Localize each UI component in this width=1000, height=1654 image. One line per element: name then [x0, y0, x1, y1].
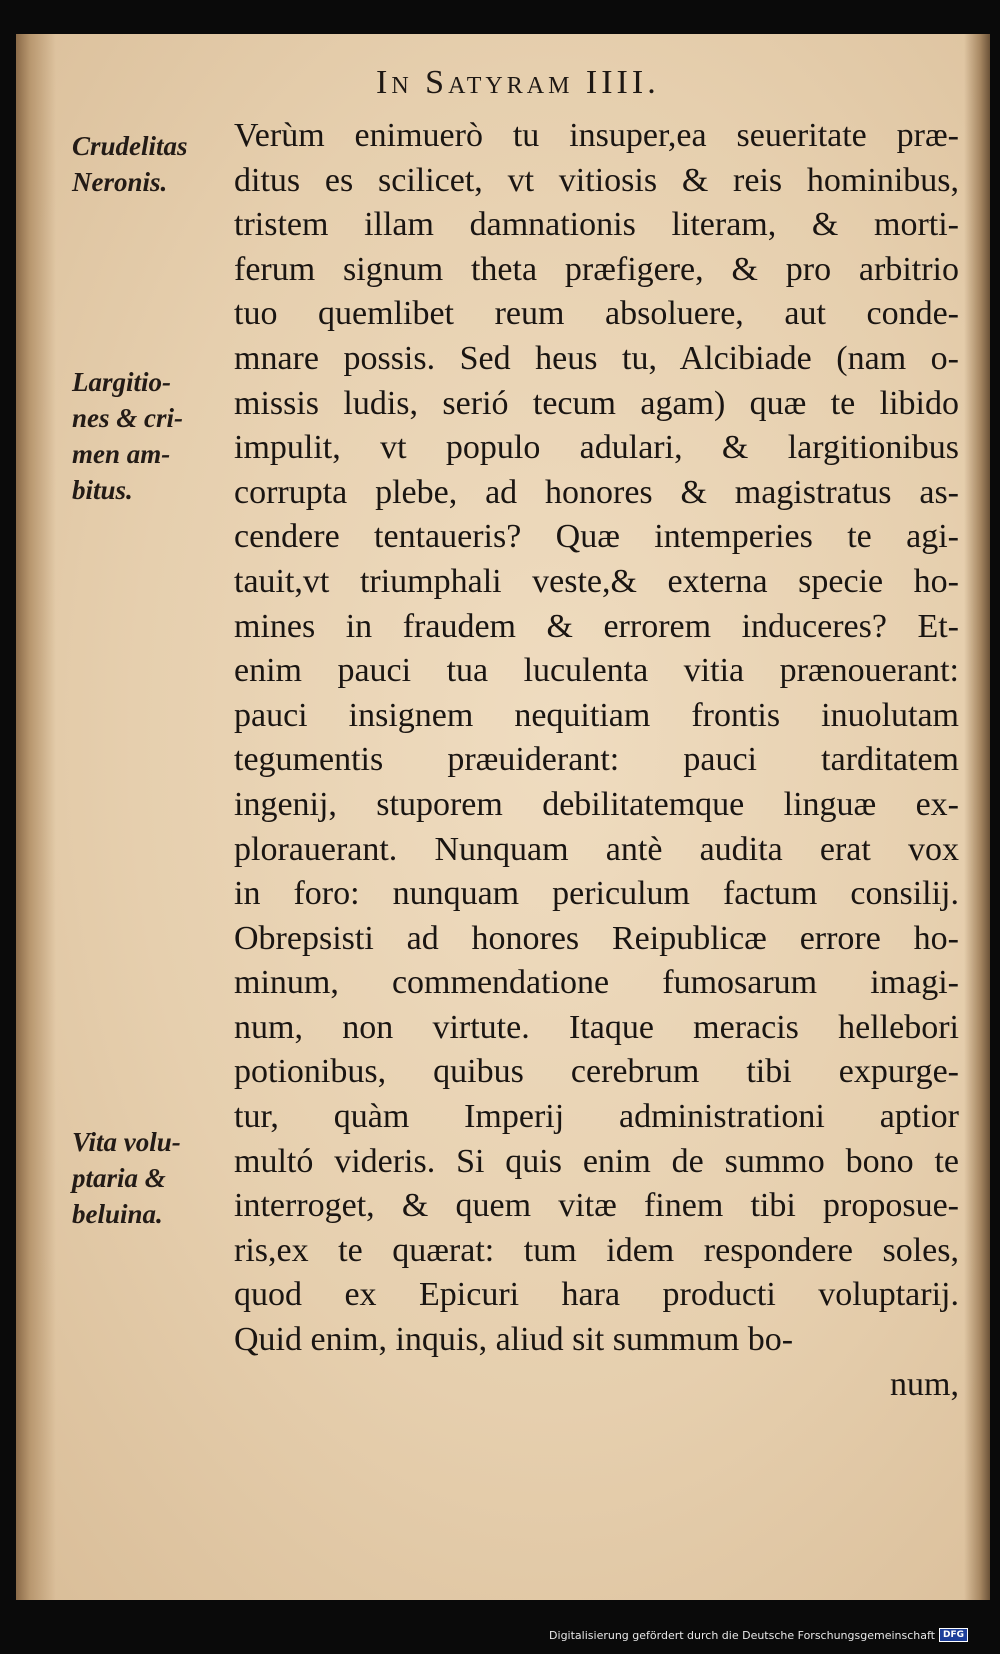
- margin-note-line: Vita volu-: [72, 1127, 181, 1157]
- text-line: ingenij, stuporem debilitatemque linguæ ex-: [234, 785, 959, 823]
- margin-note-line: bitus.: [72, 475, 133, 505]
- text-line: cendere tentaueris? Quæ intemperies te agi-: [234, 518, 959, 556]
- text-line: mines in fraudem & errorem induceres? Et-: [234, 607, 959, 645]
- margin-note-line: men am-: [72, 439, 171, 469]
- margin-note-line: Crudelitas: [72, 131, 188, 161]
- running-header: In Satyram IIII.: [376, 64, 660, 101]
- text-line: missis ludis, serió tecum agam) quæ te libido: [234, 384, 959, 422]
- text-line: ris,ex te quærat: tum idem respondere soles,: [234, 1231, 959, 1269]
- text-line: Quid enim, inquis, aliud sit summum bo-: [234, 1321, 794, 1359]
- text-line: pauci insignem nequitiam frontis inuolutam: [234, 696, 959, 734]
- text-line: interroget, & quem vitæ finem tibi proposue-: [234, 1187, 959, 1225]
- text-line: impulit, vt populo adulari, & largitionibus: [234, 429, 959, 467]
- text-line: tur, quàm Imperij administrationi aptior: [234, 1098, 959, 1136]
- text-line: tristem illam damnationis literam, & morti-: [234, 206, 959, 244]
- dfg-logo-icon: DFG: [939, 1628, 968, 1642]
- text-line: tauit,vt triumphali veste,& externa specie ho-: [234, 562, 959, 600]
- margin-note-line: Neronis.: [72, 167, 168, 197]
- margin-note: [72, 128, 222, 200]
- text-line: quod ex Epicuri hara producti voluptarij.: [234, 1276, 959, 1314]
- text-line: ditus es scilicet, vt vitiosis & reis hominibus,: [234, 161, 959, 199]
- text-line: tegumentis præuiderant: pauci tarditatem: [234, 741, 959, 779]
- text-line: minum, commendatione fumosarum imagi-: [234, 964, 959, 1002]
- credit-text: Digitalisierung gefördert durch die Deutsche Forschungsgemeinschaft: [549, 1628, 935, 1642]
- text-line: enim pauci tua luculenta vitia prænouerant:: [234, 652, 959, 690]
- margin-note: [72, 364, 222, 508]
- text-line: corrupta plebe, ad honores & magistratus as-: [234, 473, 959, 511]
- text-line: Verùm enimuerò tu insuper,ea seueritate præ-: [234, 117, 959, 154]
- margin-note-line: nes & cri-: [72, 403, 183, 433]
- text-line: Obrepsisti ad honores Reipublicæ errore ho-: [234, 919, 959, 957]
- catchword: num,: [890, 1365, 959, 1403]
- margin-note: [72, 1124, 222, 1232]
- text-line: tuo quemlibet reum absoluere, aut conde-: [234, 295, 959, 333]
- text-line: plorauerant. Nunquam antè audita erat vox: [234, 830, 959, 868]
- text-line: potionibus, quibus cerebrum tibi expurge-: [234, 1053, 959, 1091]
- book-page: [16, 34, 990, 1600]
- margin-note-line: ptaria &: [72, 1163, 166, 1193]
- text-line: mnare possis. Sed heus tu, Alcibiade (nam o-: [234, 339, 959, 377]
- text-line: in foro: nunquam periculum factum consilij.: [234, 875, 959, 913]
- margin-note-line: beluina.: [72, 1199, 163, 1229]
- text-line: multó videris. Si quis enim de summo bono te: [234, 1142, 959, 1180]
- body-text: [234, 114, 959, 1407]
- text-line: num, non virtute. Itaque meracis hellebori: [234, 1008, 959, 1046]
- margin-note-line: Largitio-: [72, 367, 171, 397]
- footer-credit: [549, 1628, 968, 1642]
- text-line: ferum signum theta præfigere, & pro arbitrio: [234, 250, 959, 288]
